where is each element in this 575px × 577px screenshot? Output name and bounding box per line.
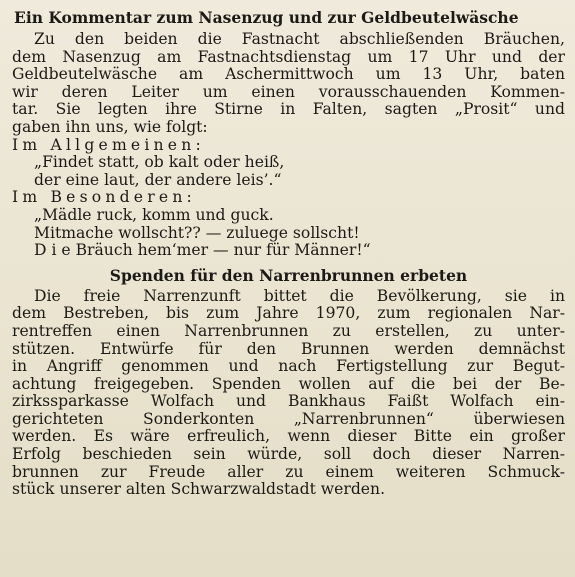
text-line: werden. Es wäre erfreulich, wenn dieser Bitte ein großer <box>12 428 565 446</box>
text-line: zirkssparkasse Wolfach und Bankhaus Faißt Wolfach ein- <box>12 393 565 411</box>
text-line: brunnen zur Freude aller zu einem weiteren Schmuck- <box>12 463 565 481</box>
text-line: Geldbeutelwäsche am Aschermittwoch um 13 Uhr, baten <box>12 66 565 84</box>
text-line: stück unserer alten Schwarzwaldstadt werden. <box>12 481 386 499</box>
text-line: Zu den beiden die Fastnacht abschließenden Bräuchen, <box>34 31 565 48</box>
verse-line: der eine laut, der andere leis’.“ <box>34 171 282 189</box>
article-title-narrenbrunnen: Spenden für den Narrenbrunnen erbeten <box>109 265 468 285</box>
text-line: dem Nasenzug am Fastnachtsdienstag um 17 Uhr und der <box>12 48 565 66</box>
text-line: dem Bestreben, bis zum Jahre 1970, zum regionalen Nar- <box>12 305 565 323</box>
article-title-kommentar: Ein Kommentar zum Nasenzug und zur Geldbeutelwäsche <box>14 8 519 27</box>
text-line: wir deren Leiter um einen vorausschauenden Kommen- <box>12 83 565 101</box>
verse-line: „Findet statt, ob kalt oder heiß, <box>34 154 285 172</box>
text-line: tar. Sie legten ihre Stirne in Falten, sagten „Prosit“ und <box>12 101 565 119</box>
text-line: stützen. Entwürfe für den Brunnen werden demnächst <box>12 340 565 358</box>
text-line: achtung freigegeben. Spenden wollen auf die bei der Be- <box>12 375 565 393</box>
text-line: Erfolg beschieden sein würde, soll doch dieser Narren- <box>12 446 565 464</box>
article-body-kommentar <box>12 31 565 260</box>
text-line: in Angriff genommen und nach Fertigstellung zur Begut- <box>12 358 565 376</box>
verse-line: D i e Bräuch hem‘mer — nur für Männer!“ <box>34 242 371 260</box>
text-line: rentreffen einen Narrenbrunnen zu erstellen, zu unter- <box>12 322 565 340</box>
article-body-narrenbrunnen <box>12 288 565 499</box>
text-line: gerichteten Sonderkonten „Narrenbrunnen“ überwiesen <box>12 410 565 428</box>
text-line: gaben ihn uns, wie folgt: <box>12 118 208 136</box>
text-line: Die freie Narrenzunft bittet die Bevölkerung, sie in <box>34 287 565 305</box>
section-label-allgemeinen: Im Allgemeinen: <box>12 136 205 154</box>
section-label-besonderen: Im Besonderen: <box>12 189 197 207</box>
verse-line: „Mädle ruck, komm und guck. <box>34 206 274 224</box>
verse-line: Mitmache wollscht?? — zuluege sollscht! <box>34 224 360 242</box>
